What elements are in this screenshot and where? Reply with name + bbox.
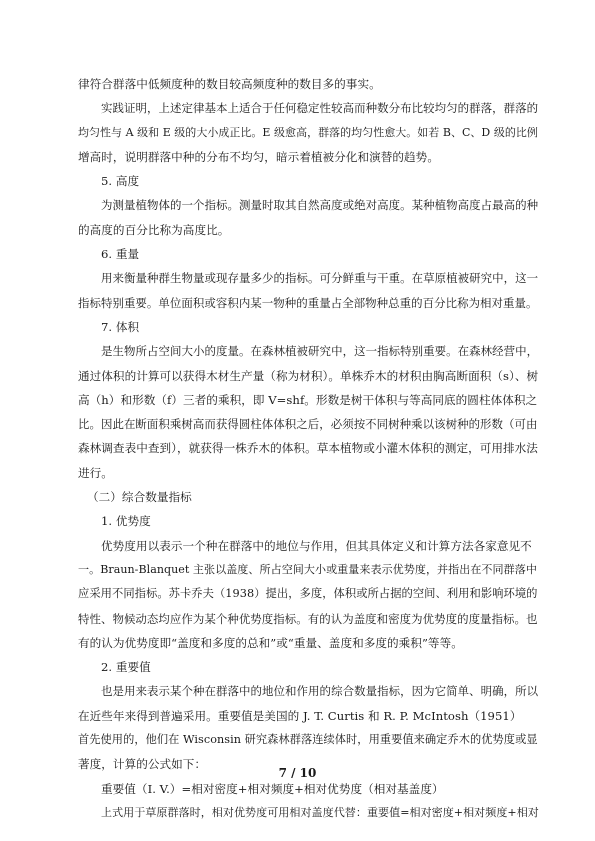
body-line: 用来衡量种群生物量或现存量多少的指标。可分鲜重与干重。在草原植被研究中，这一 [101, 271, 539, 286]
body-line: 是生物所占空间大小的度量。在森林植被研究中，这一指标特别重要。在森林经营中， [101, 344, 539, 359]
body-line: 有的认为优势度即“盖度和多度的总和”或“重量、盖度和多度的乘积”等等。 [78, 635, 463, 650]
body-line: 均匀性与 A 级和 E 级的大小成正比。E 级愈高，群落的均匀性愈大。如若 B、C、D 级的比例 [78, 125, 538, 139]
body-line: 应采用不同指标。苏卡乔夫（1938）提出，多度，体积或所占据的空间、利用和影响环境的 [78, 587, 538, 601]
section-heading-dominance: 1. 优势度 [101, 514, 151, 529]
body-line: 进行。 [78, 465, 113, 480]
body-line: 律符合群落中低频度种的数目较高频度种的数目多的事实。 [78, 77, 381, 91]
body-line: 著度，计算的公式如下： [78, 757, 207, 772]
body-line: 一。Braun-Blanquet 主张以盖度、所占空间大小或重量来表示优势度，并指出在不同群落中 [78, 562, 537, 576]
body-line: 森林调查表中查到），就获得一株乔木的体积。草本植物或小灌木体积的测定，可用排水法 [78, 441, 538, 456]
section-heading-composite-indices: （二）综合数量指标 [87, 490, 192, 505]
section-heading-weight: 6. 重量 [101, 247, 140, 262]
body-line: 指标特别重要。单位面积或容积内某一物种的重量占全部物种总重的百分比称为相对重量。 [78, 295, 538, 310]
page-number: 7 / 10 [278, 766, 317, 780]
page-body [78, 72, 540, 825]
section-heading-height: 5. 高度 [101, 174, 140, 189]
body-line: 比。因此在断面积乘树高而获得圆柱体体积之后，必须按不同树种乘以该树种的形数（可由 [78, 417, 538, 432]
body-line: 优势度用以表示一个种在群落中的地位与作用，但其具体定义和计算方法各家意见不 [101, 538, 532, 553]
body-line: 增高时，说明群落中种的分布不均匀，暗示着植被分化和演替的趋势。 [78, 149, 439, 164]
body-line: 实践证明，上述定律基本上适合于任何稳定性较高而种数分布比较均匀的群落，群落的 [101, 101, 539, 116]
body-line: 上式用于草原群落时，相对优势度可用相对盖度代替：重要值=相对密度+相对频度+相对 [101, 805, 539, 819]
section-heading-importance-value: 2. 重要值 [101, 660, 151, 675]
body-line: 通过体积的计算可以获得木材生产量（称为材积）。单株乔木的材积由胸高断面积（s）、树 [78, 368, 539, 383]
formula-line: 重要值（I. V.）=相对密度+相对频度+相对优势度（相对基盖度） [101, 781, 444, 796]
body-line: 的高度的百分比称为高度比。 [78, 222, 230, 237]
body-line: 也是用来表示某个种在群落中的地位和作用的综合数量指标，因为它简单、明确，所以 [101, 684, 539, 699]
section-heading-volume: 7. 体积 [101, 319, 140, 334]
body-line: 特性、物候动态均应作为某个种优势度指标。有的认为盖度和密度为优势度的度量指标。也 [78, 611, 538, 626]
body-line: 在近些年来得到普遍采用。重要值是美国的 J. T. Curtis 和 R. P. McIntosh（1951） [78, 708, 522, 723]
body-line: 首先使用的，他们在 Wisconsin 研究森林群落连续体时，用重要值来确定乔木的优势度或显 [78, 733, 538, 747]
body-line: 高（h）和形数（f）三者的乘积，即 V=shf。形数是树干体积与等高同底的圆柱体体积之 [78, 392, 538, 407]
body-line: 为测量植物体的一个指标。测量时取其自然高度或绝对高度。某种植物高度占最高的种 [101, 198, 539, 213]
